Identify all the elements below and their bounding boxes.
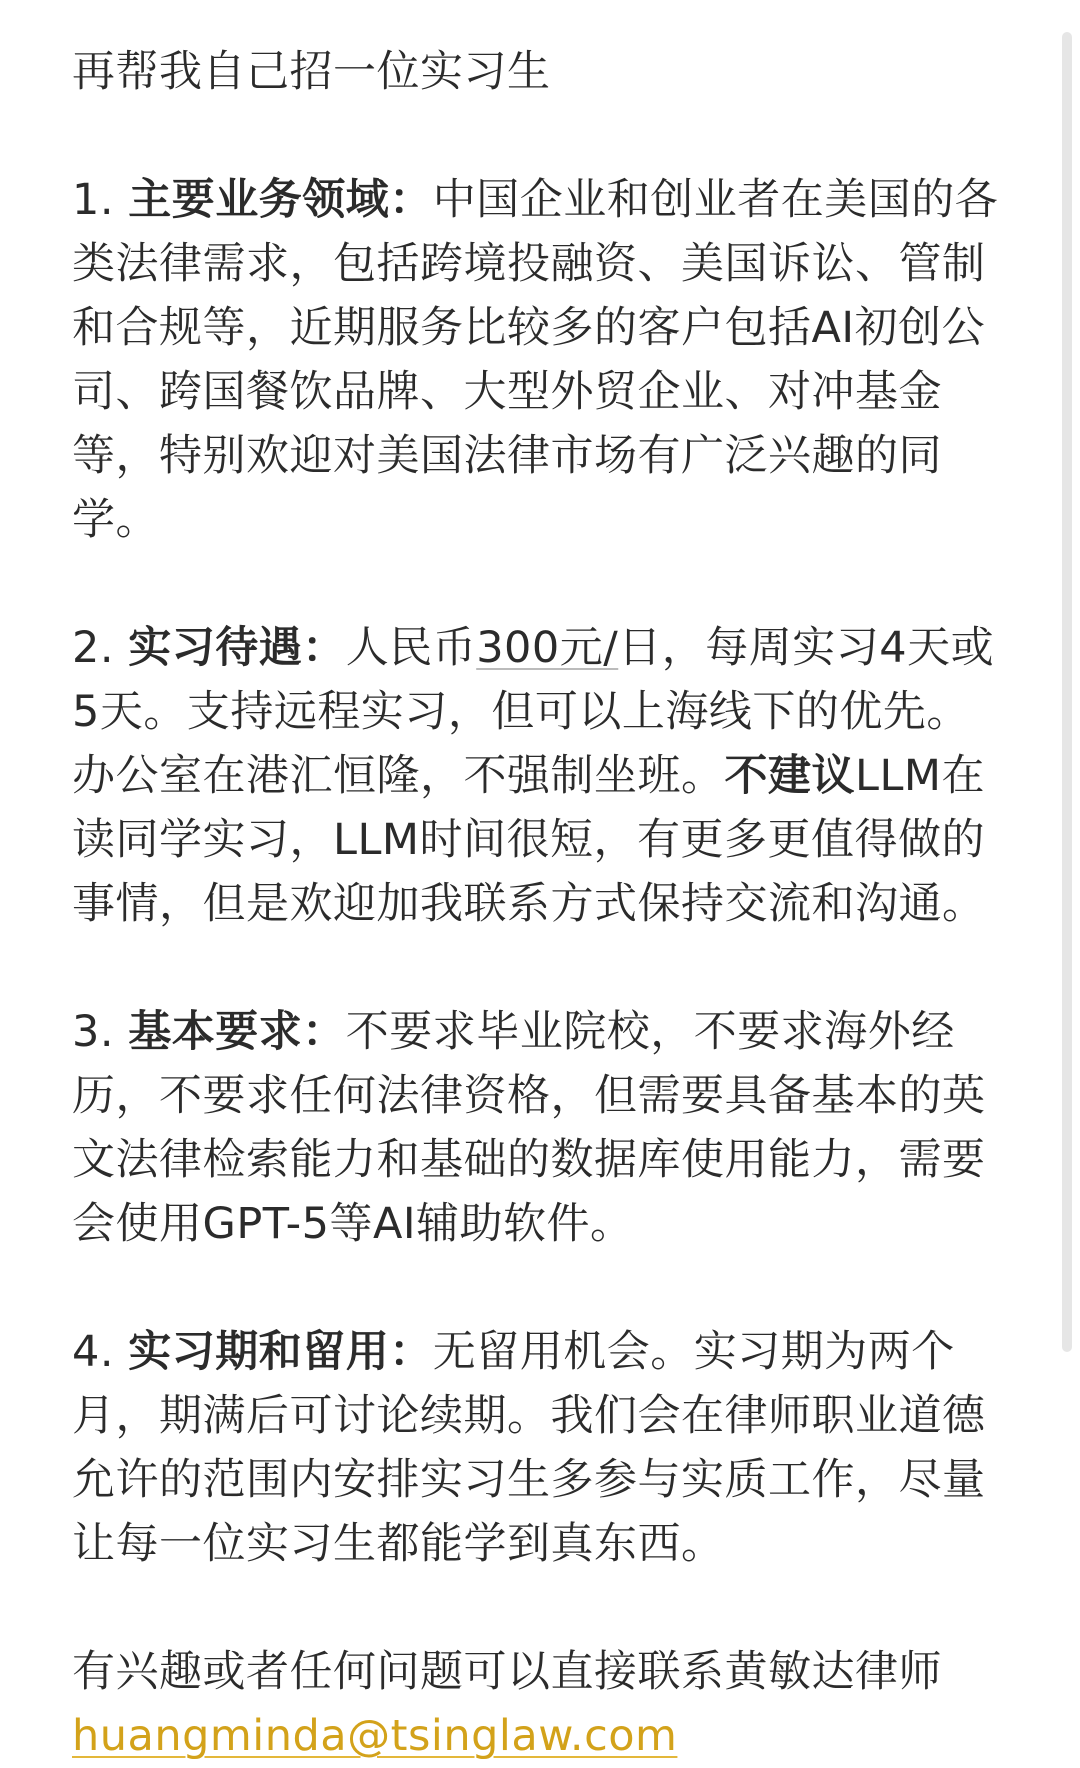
section-body: 不要求毕业院校，不要求海外经历，不要求任何法律资格，但需要具备基本的英文法律检索能力和基础的数据库使用能力，需要会使用GPT-5等AI辅助软件。 xyxy=(72,1007,986,1249)
section-title: 实习期和留用： xyxy=(128,1327,433,1377)
section-internship-period xyxy=(72,1320,1002,1576)
section-body: 无留用机会。实习期为两个月，期满后可讨论续期。我们会在律师职业道德允许的范围内安排实习生多参与实质工作，尽量让每一位实习生都能学到真东西。 xyxy=(72,1327,986,1569)
section-number: 4. xyxy=(72,1327,115,1377)
section-body-pre: 人民币 xyxy=(345,623,477,673)
contact-email-line xyxy=(72,1704,1002,1768)
section-number: 3. xyxy=(72,1007,115,1057)
spacer xyxy=(72,1576,1002,1640)
message-content xyxy=(72,40,1002,1768)
section-compensation xyxy=(72,616,1002,936)
salary-amount: 300元/ xyxy=(476,623,619,673)
section-business-areas xyxy=(72,168,1002,552)
email-link[interactable]: huangminda@tsinglaw.com xyxy=(72,1711,678,1761)
section-requirements xyxy=(72,1000,1002,1256)
contact-text: 有兴趣或者任何问题可以直接联系黄敏达律师 xyxy=(72,1647,942,1697)
section-number: 1. xyxy=(72,175,115,225)
section-body: 中国企业和创业者在美国的各类法律需求，包括跨境投融资、美国诉讼、管制和合规等，近期服务比较多的客户包括AI初创公司、跨国餐饮品牌、大型外贸企业、对冲基金等，特别欢迎对美国法律市场有广泛兴趣的同学。 xyxy=(72,175,999,545)
section-title: 基本要求： xyxy=(128,1007,346,1057)
not-recommended-label: 不建议 xyxy=(724,751,855,801)
section-title: 主要业务领域： xyxy=(128,175,433,225)
spacer xyxy=(72,1256,1002,1320)
spacer xyxy=(72,552,1002,616)
scrollbar[interactable] xyxy=(1062,32,1072,1352)
section-number: 2. xyxy=(72,623,115,673)
section-body-mid: 日，每周实习4天或5天。支持远程实习，但可以上海线下的优先。办公室在港汇恒隆，不强制坐班。 xyxy=(72,623,995,801)
spacer xyxy=(72,936,1002,1000)
section-title: 实习待遇： xyxy=(128,623,346,673)
heading: 再帮我自己招一位实习生 xyxy=(72,47,551,97)
spacer xyxy=(72,104,1002,168)
section-body-post: LLM在读同学实习，LLM时间很短，有更多更值得做的事情，但是欢迎加我联系方式保持交流和沟通。 xyxy=(72,751,986,929)
